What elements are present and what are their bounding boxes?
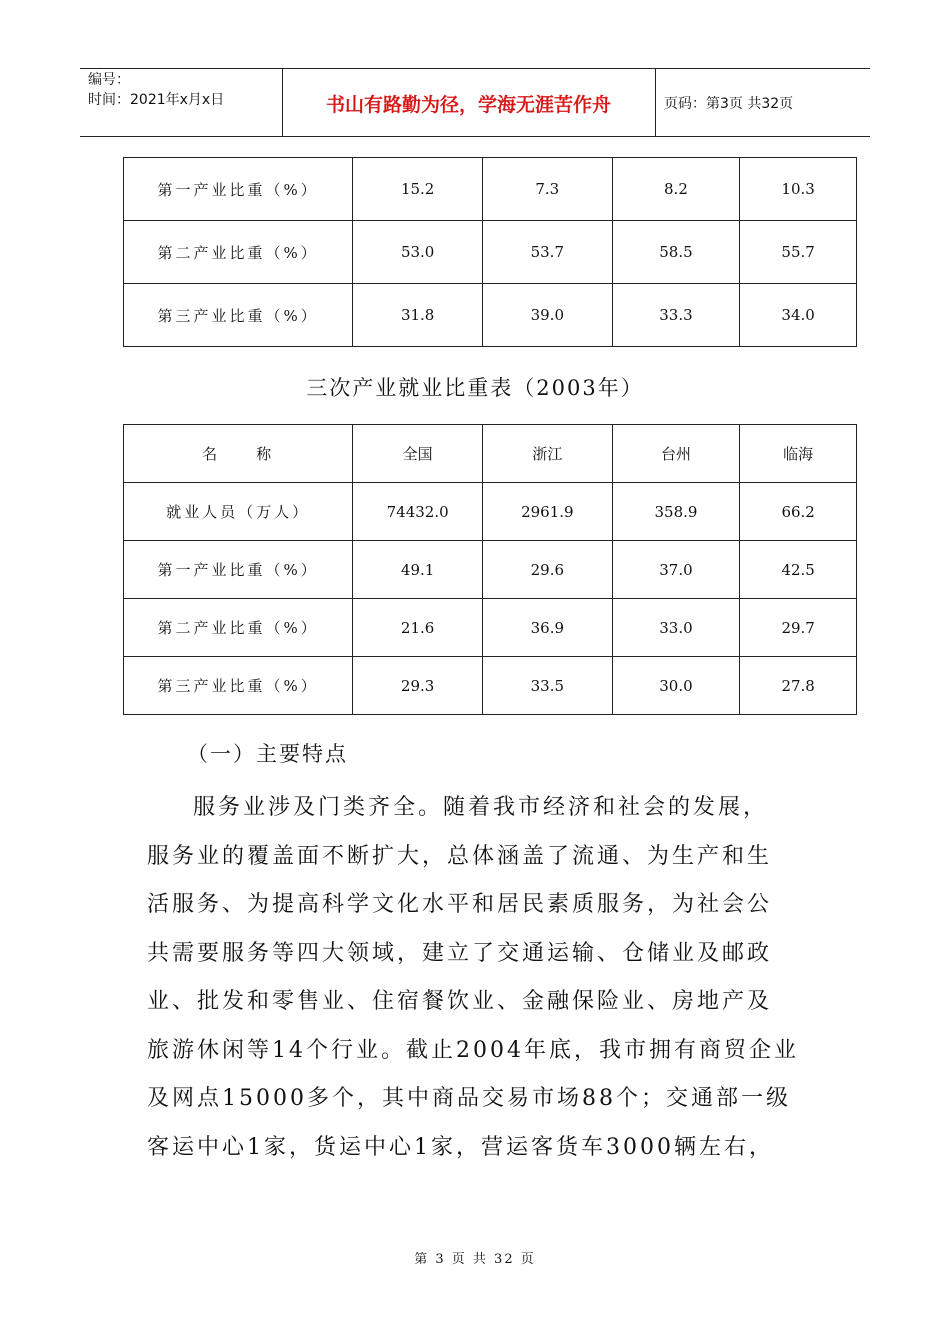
- section-heading: （一）主要特点: [187, 742, 348, 766]
- row-name: 第三产业比重（%）: [124, 284, 353, 347]
- cell-value: 2961.9: [482, 483, 612, 541]
- table-header-row: [124, 425, 857, 483]
- cell-value: 53.0: [353, 221, 483, 284]
- column-header: 临海: [740, 425, 857, 483]
- header-meta: [88, 70, 224, 110]
- table-row: [124, 221, 857, 284]
- table-row: [124, 599, 857, 657]
- cell-value: 29.7: [740, 599, 857, 657]
- cell-value: 21.6: [353, 599, 483, 657]
- cell-value: 58.5: [612, 221, 740, 284]
- row-name: 就业人员（万人）: [124, 483, 353, 541]
- cell-value: 29.6: [482, 541, 612, 599]
- paragraph-line: 及网点15000多个，其中商品交易市场88个；交通部一级: [147, 1086, 791, 1111]
- header-page-number: 页码：第3页 共32页: [664, 96, 794, 112]
- paragraph-line: 服务业的覆盖面不断扩大，总体涵盖了流通、为生产和生: [147, 843, 773, 869]
- paragraph-line: 服务业涉及门类齐全。随着我市经济和社会的发展，: [193, 795, 769, 820]
- cell-value: 30.0: [612, 657, 740, 715]
- header-date: 时间：2021年x月x日: [88, 92, 225, 108]
- table-row: [124, 483, 857, 541]
- paragraph-line: 共需要服务等四大领域，建立了交通运输、仓储业及邮政: [147, 940, 773, 966]
- column-header: 名 称: [124, 425, 353, 483]
- industry-share-table: [123, 157, 857, 347]
- cell-value: 31.8: [353, 284, 483, 347]
- cell-value: 36.9: [482, 599, 612, 657]
- paragraph-line: 客运中心1家，货运中心1家，营运客货车3000辆左右，: [147, 1134, 774, 1160]
- cell-value: 34.0: [740, 284, 857, 347]
- cell-value: 37.0: [612, 541, 740, 599]
- cell-value: 74432.0: [353, 483, 483, 541]
- table-row: [124, 657, 857, 715]
- cell-value: 7.3: [482, 158, 612, 221]
- header-motto: 书山有路勤为径，学海无涯苦作舟: [325, 94, 611, 116]
- paragraph-line: 活服务、为提高科学文化水平和居民素质服务，为社会公: [147, 892, 773, 917]
- cell-value: 55.7: [740, 221, 857, 284]
- cell-value: 33.3: [612, 284, 740, 347]
- table-row: [124, 284, 857, 347]
- table-row: [124, 541, 857, 599]
- paragraph-line: 旅游休闲等14个行业。截止2004年底，我市拥有商贸企业: [147, 1037, 799, 1063]
- cell-value: 42.5: [740, 541, 857, 599]
- row-name: 第一产业比重（%）: [124, 158, 353, 221]
- cell-value: 8.2: [612, 158, 740, 221]
- header-number: 编号：: [88, 72, 130, 88]
- column-header: 台州: [612, 425, 740, 483]
- cell-value: 33.5: [482, 657, 612, 715]
- row-name: 第二产业比重（%）: [124, 599, 353, 657]
- cell-value: 39.0: [482, 284, 612, 347]
- cell-value: 29.3: [353, 657, 483, 715]
- header-bottom-rule: [80, 136, 870, 137]
- row-name: 第一产业比重（%）: [124, 541, 353, 599]
- cell-value: 15.2: [353, 158, 483, 221]
- table-row: [124, 158, 857, 221]
- column-header: 全国: [353, 425, 483, 483]
- cell-value: 33.0: [612, 599, 740, 657]
- cell-value: 49.1: [353, 541, 483, 599]
- body-paragraph: [147, 784, 817, 1172]
- employment-share-table: [123, 424, 857, 715]
- cell-value: 66.2: [740, 483, 857, 541]
- page-footer: 第 3 页 共 32 页: [414, 1252, 536, 1267]
- cell-value: 358.9: [612, 483, 740, 541]
- header-divider-right: [655, 68, 656, 136]
- column-header: 浙江: [482, 425, 612, 483]
- cell-value: 53.7: [482, 221, 612, 284]
- cell-value: 10.3: [740, 158, 857, 221]
- employment-table-title: 三次产业就业比重表（2003年）: [306, 376, 644, 400]
- header-top-rule: [80, 68, 870, 69]
- row-name: 第三产业比重（%）: [124, 657, 353, 715]
- cell-value: 27.8: [740, 657, 857, 715]
- paragraph-line: 业、批发和零售业、住宿餐饮业、金融保险业、房地产及: [147, 989, 773, 1014]
- row-name: 第二产业比重（%）: [124, 221, 353, 284]
